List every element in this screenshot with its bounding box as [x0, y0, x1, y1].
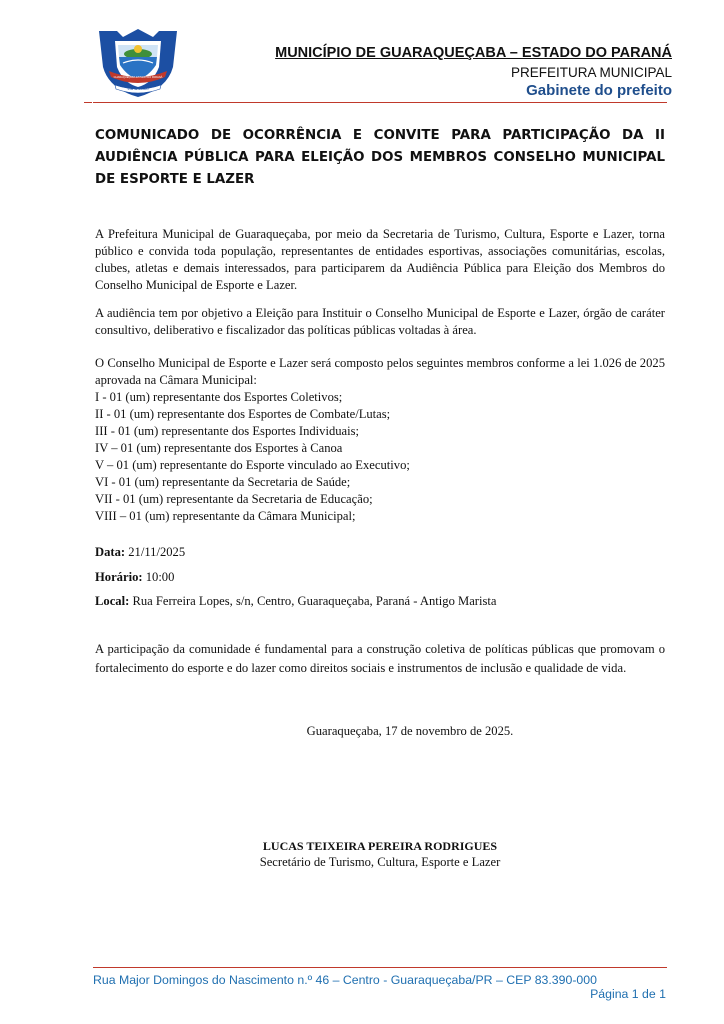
member-list-item: VI - 01 (um) representante da Secretaria de Saúde;	[95, 475, 351, 489]
paragraph-objective: A audiência tem por objetivo a Eleição para Instituir o Conselho Municipal de Esporte e Lazer, órgão de caráter consultivo, deliberativo e fiscalizador das políticas públicas voltadas à área.	[95, 306, 665, 337]
event-time-label: Horário:	[95, 570, 143, 584]
header-rule	[93, 102, 667, 103]
signatory-name: LUCAS TEIXEIRA PEREIRA RODRIGUES	[262, 839, 498, 853]
header-department: Gabinete do prefeito	[526, 82, 672, 99]
place-date: Guaraqueçaba, 17 de novembro de 2025.	[306, 724, 514, 738]
member-list-item: IV – 01 (um) representante dos Esportes à Canoa	[95, 441, 343, 455]
member-list-item: VIII – 01 (um) representante da Câmara Municipal;	[95, 509, 356, 523]
member-list-item: V – 01 (um) representante do Esporte vinculado ao Executivo;	[95, 458, 410, 472]
member-list-item: I - 01 (um) representante dos Esportes Coletivos;	[95, 390, 343, 404]
municipal-coat-of-arms-icon	[93, 27, 183, 99]
coat-of-arms-date: 3 DE SETEMBRO	[127, 88, 149, 91]
footer-address: Rua Major Domingos do Nascimento n.º 46 – Centro - Guaraqueçaba/PR – CEP 83.390-000	[93, 973, 597, 987]
signatory-role: Secretário de Turismo, Cultura, Esporte e Lazer	[259, 855, 501, 869]
header-municipality: MUNICÍPIO DE GUARAQUEÇABA – ESTADO DO PARANÁ	[275, 45, 672, 61]
paragraph-closing: A participação da comunidade é fundamental para a construção coletiva de políticas públicas que promovam o fortalecimento do esporte e do lazer como direitos sociais e instrumentos de inclusão e qualidade de vida.	[95, 642, 665, 675]
member-list-item: III - 01 (um) representante dos Esportes Individuais;	[95, 424, 360, 438]
event-place	[95, 594, 497, 609]
paragraph-composition: O Conselho Municipal de Esporte e Lazer será composto pelos seguintes membros conforme a lei 1.026 de 2025 aprovada na Câmara Municipal:	[95, 356, 665, 387]
event-place-label: Local:	[95, 594, 130, 608]
paragraph-invitation: A Prefeitura Municipal de Guaraqueçaba, por meio da Secretaria de Turismo, Cultura, Esporte e Lazer, torna público e convida toda população, representantes de entidades esportivas, associações comunitárias, escolas, clubes, atletas e demais interessados, para participarem da Audiência Pública para Eleição dos Membros do Conselho Municipal de Esporte e Lazer.	[95, 227, 665, 292]
event-time	[95, 570, 174, 585]
event-place-value: Rua Ferreira Lopes, s/n, Centro, Guaraqueçaba, Paraná - Antigo Marista	[132, 594, 497, 608]
event-date-label: Data:	[95, 545, 126, 559]
member-list-item: II - 01 (um) representante dos Esportes de Combate/Lutas;	[95, 407, 391, 421]
document-title: COMUNICADO DE OCORRÊNCIA E CONVITE PARA PARTICIPAÇÃO DA II AUDIÊNCIA PÚBLICA PARA ELEIÇÃO DOS MEMBROS CONSELHO MUNICIPAL DE ESPORTE E LAZER	[95, 128, 665, 187]
event-date-value: 21/11/2025	[128, 545, 186, 559]
header-office: PREFEITURA MUNICIPAL	[510, 65, 672, 80]
footer-rule	[93, 967, 667, 968]
coat-of-arms-motto: GUARAQUEÇABA ESTADO DO PARANÁ	[113, 76, 163, 79]
member-list-item: VII - 01 (um) representante da Secretaria de Educação;	[95, 492, 373, 506]
page-number: Página 1 de 1	[590, 987, 666, 1001]
event-date	[95, 545, 185, 560]
header-rule-tick	[84, 102, 92, 103]
event-time-value: 10:00	[145, 570, 175, 584]
